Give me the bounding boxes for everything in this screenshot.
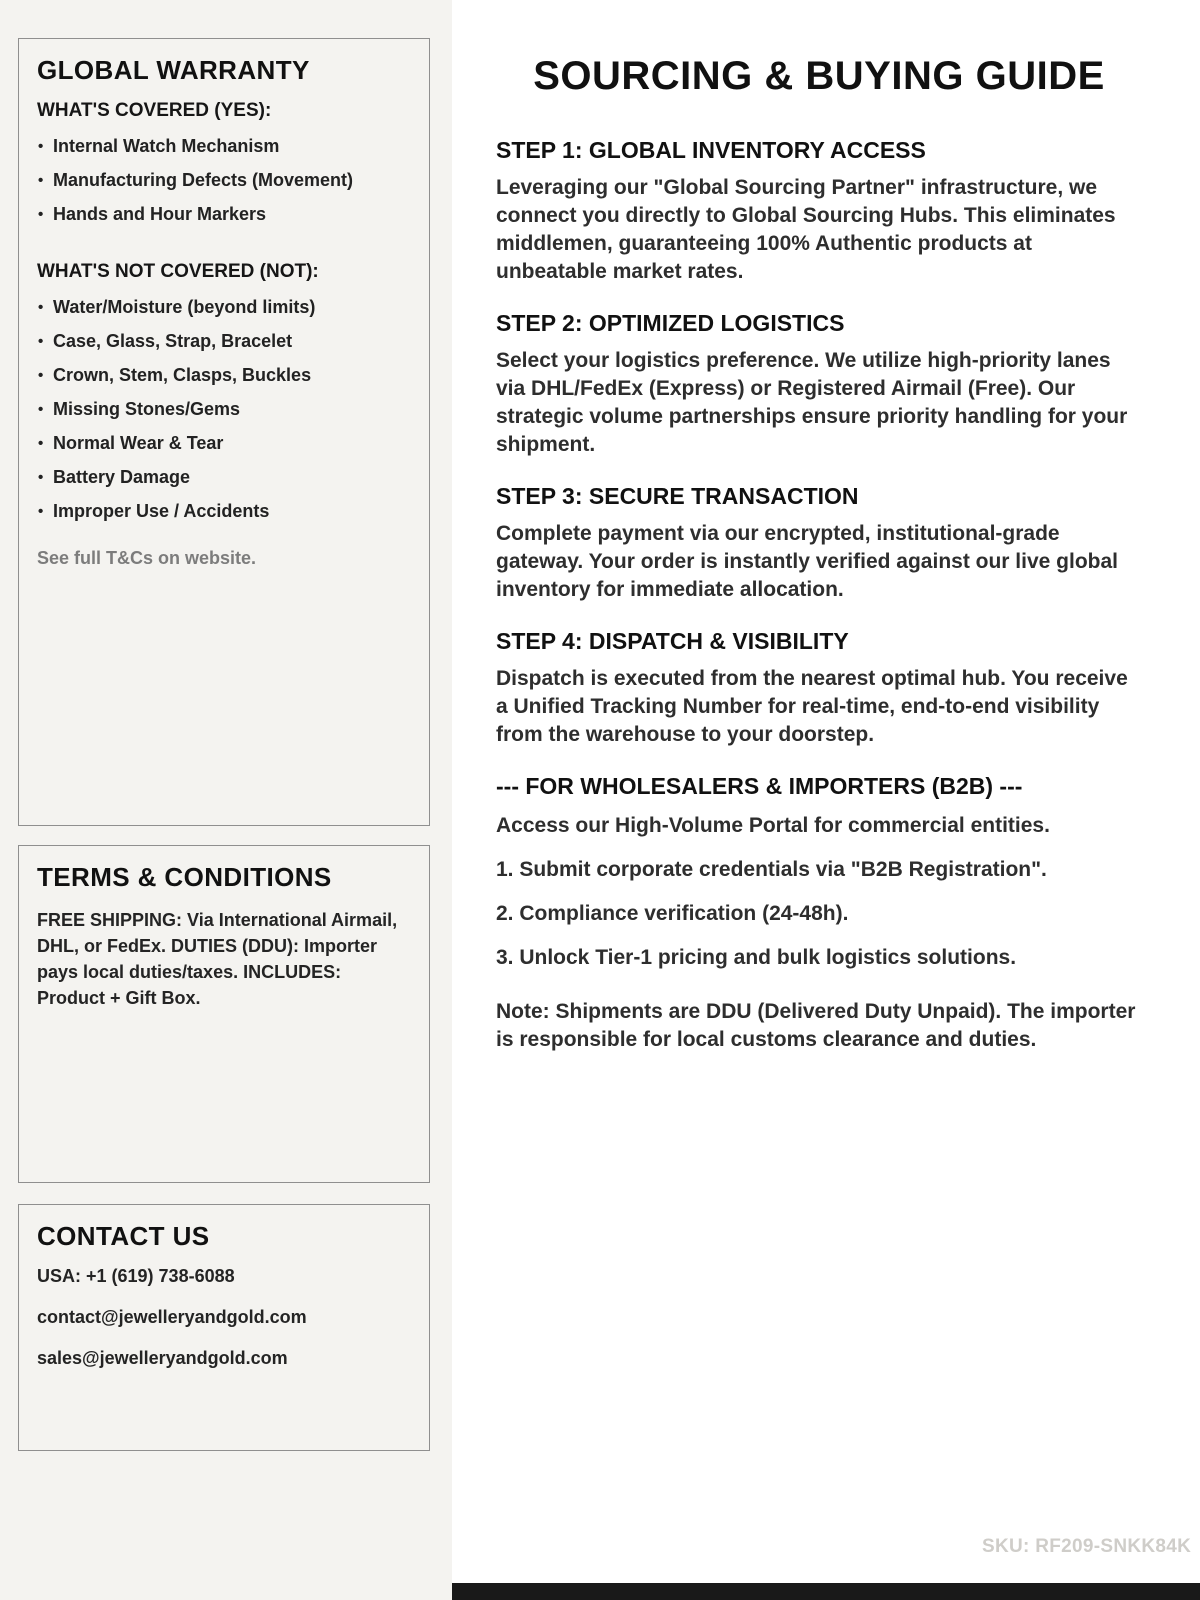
- step-1-body: Leveraging our "Global Sourcing Partner" infrastructure, we connect you directly to Global Sourcing Hubs. This eliminates middlemen, guaranteeing 100% Authentic products at unbeatable market rates.: [496, 176, 1116, 283]
- list-item: • Internal Watch Mechanism: [37, 136, 411, 157]
- step-3-body: Complete payment via our encrypted, institutional-grade gateway. Your order is instantly verified against our live global inventory for immediate allocation.: [496, 522, 1119, 601]
- b2b-item-3: 3. Unlock Tier-1 pricing and bulk logistics solutions.: [496, 946, 1017, 969]
- step-4-heading: STEP 4: DISPATCH & VISIBILITY: [496, 628, 849, 654]
- contact-email: contact@jewelleryandgold.com: [37, 1307, 307, 1327]
- b2b-item-2: 2. Compliance verification (24-48h).: [496, 902, 849, 925]
- step-4: [496, 628, 1142, 749]
- step-3: [496, 483, 1142, 604]
- covered-heading: WHAT'S COVERED (YES):: [37, 100, 272, 121]
- warranty-footnote: See full T&Cs on website.: [37, 548, 257, 568]
- step-2-body: Select your logistics preference. We utilize high-priority lanes via DHL/FedEx (Express) or Registered Airmail (Free). Our strategic volume partnerships ensure priority handling for your shipment.: [496, 349, 1128, 456]
- not-covered-heading: WHAT'S NOT COVERED (NOT):: [37, 261, 319, 282]
- sales-email: sales@jewelleryandgold.com: [37, 1348, 288, 1368]
- sku-label: SKU: RF209-SNKK84K: [982, 1536, 1192, 1557]
- list-item: • Battery Damage: [37, 467, 411, 488]
- list-item: • Normal Wear & Tear: [37, 433, 411, 454]
- step-2: [496, 310, 1142, 459]
- step-3-heading: STEP 3: SECURE TRANSACTION: [496, 483, 859, 509]
- terms-box: [18, 845, 430, 1183]
- contact-title: CONTACT US: [37, 1221, 210, 1251]
- list-item: • Water/Moisture (beyond limits): [37, 297, 411, 318]
- list-item: • Manufacturing Defects (Movement): [37, 170, 411, 191]
- b2b-heading: --- FOR WHOLESALERS & IMPORTERS (B2B) ---: [496, 773, 1023, 799]
- b2b-intro: Access our High-Volume Portal for commercial entities.: [496, 814, 1050, 837]
- step-1-heading: STEP 1: GLOBAL INVENTORY ACCESS: [496, 137, 926, 163]
- step-1: [496, 137, 1142, 286]
- list-item: • Case, Glass, Strap, Bracelet: [37, 331, 411, 352]
- step-2-heading: STEP 2: OPTIMIZED LOGISTICS: [496, 310, 845, 336]
- b2b-note: Note: Shipments are DDU (Delivered Duty Unpaid). The importer is responsible for local customs clearance and duties.: [496, 1000, 1136, 1051]
- list-item: • Hands and Hour Markers: [37, 204, 411, 225]
- warranty-title: GLOBAL WARRANTY: [37, 55, 310, 85]
- terms-body: FREE SHIPPING: Via International Airmail, DHL, or FedEx. DUTIES (DDU): Importer pays local duties/taxes. INCLUDES: Product + Gift Box.: [37, 910, 398, 1008]
- b2b-section: [496, 773, 1142, 1054]
- step-4-body: Dispatch is executed from the nearest optimal hub. You receive a Unified Tracking Number for real-time, end-to-end visibility from the warehouse to your doorstep.: [496, 667, 1128, 746]
- terms-title: TERMS & CONDITIONS: [37, 862, 332, 892]
- b2b-item-1: 1. Submit corporate credentials via "B2B Registration".: [496, 858, 1047, 881]
- footer-bar: [452, 1583, 1200, 1600]
- not-covered-list: [37, 297, 411, 522]
- list-item: • Crown, Stem, Clasps, Buckles: [37, 365, 411, 386]
- list-item: • Missing Stones/Gems: [37, 399, 411, 420]
- contact-box: [18, 1204, 430, 1451]
- covered-list: [37, 136, 411, 225]
- page-title: SOURCING & BUYING GUIDE: [533, 54, 1105, 98]
- sidebar: [0, 0, 452, 1600]
- warranty-box: [18, 38, 430, 826]
- main-content: [452, 0, 1200, 1054]
- list-item: • Improper Use / Accidents: [37, 501, 411, 522]
- contact-phone: USA: +1 (619) 738-6088: [37, 1266, 235, 1286]
